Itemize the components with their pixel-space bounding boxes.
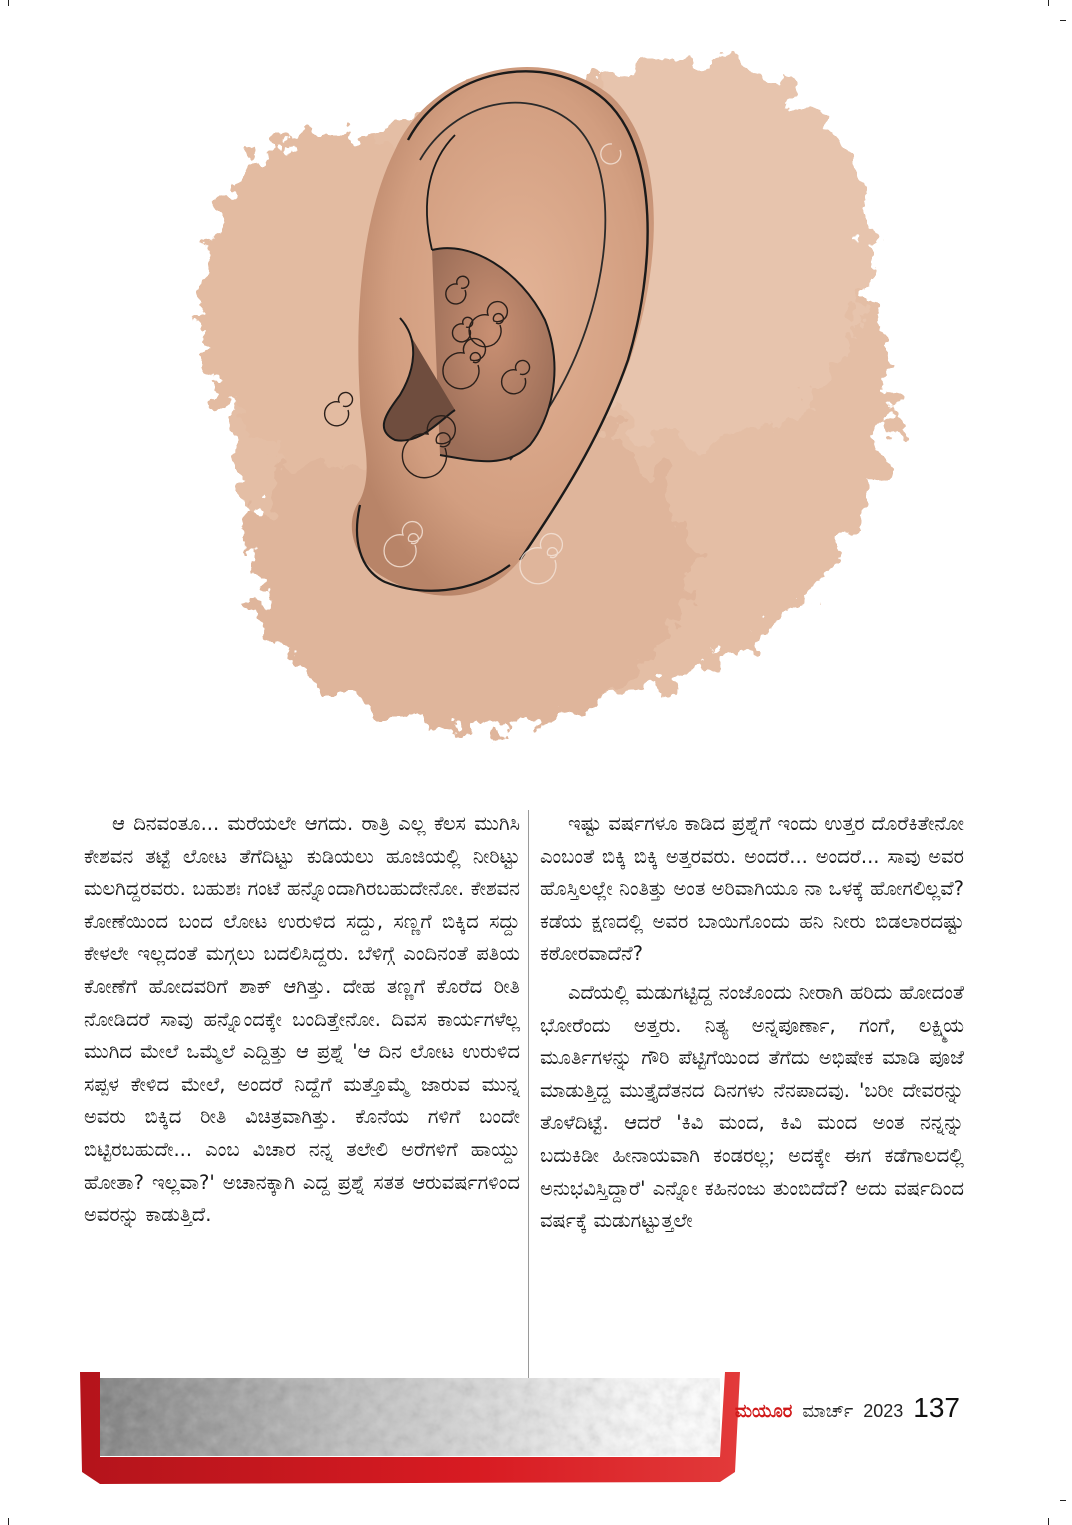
page-number: 137 <box>913 1392 960 1423</box>
column-divider <box>528 810 529 1395</box>
magazine-name: ಮಯೂರ <box>734 1401 793 1421</box>
page-folio <box>735 1392 960 1424</box>
article-column-left <box>84 808 520 1408</box>
crop-mark-bottom-right <box>1048 1518 1049 1525</box>
issue-month: ಮಾರ್ಚ್ <box>802 1401 854 1421</box>
footer-band <box>0 1372 1072 1492</box>
paragraph: ಎದೆಯಲ್ಲಿ ಮಡುಗಟ್ಟಿದ್ದ ನಂಜೊಂದು ನೀರಾಗಿ ಹರಿದು ಹೋದಂತೆ ಭೋರೆಂದು ಅತ್ತರು. ನಿತ್ಯ ಅನ್ನಪೂರ್ಣಾ, ಗಂಗೆ, ಲಕ್ಷ್ಮಿಯ ಮೂರ್ತಿಗಳನ್ನು ಗೌರಿ ಪೆಟ್ಟಿಗೆಯಿಂದ ತೆಗೆದು ಅಭಿಷೇಕ ಮಾಡಿ ಪೂಜೆ ಮಾಡುತ್ತಿದ್ದ ಮುತ್ತೈದೆತನದ ದಿನಗಳು ನೆನಪಾದವು. 'ಬರೀ ದೇವರನ್ನು ತೊಳೆದಿಟ್ಟೆ. ಆದರೆ 'ಕಿವಿ ಮಂದ, ಕಿವಿ ಮಂದ ಅಂತ ನನ್ನನ್ನು ಬದುಕಿಡೀ ಹೀನಾಯವಾಗಿ ಕಂಡರಲ್ಲ; ಅದಕ್ಕೇ ಈಗ ಕಡೆಗಾಲದಲ್ಲಿ ಅನುಭವಿಸ್ತಿದ್ದಾರೆ' ಎನ್ನೋ ಕಹಿನಂಜು ತುಂಬಿದೆದೆ? ಅದು ವರ್ಷದಿಂದ ವರ್ಷಕ್ಕೆ ಮಡುಗಟ್ಟುತ್ತಲೇ <box>540 980 964 1233</box>
crop-mark-right-lower <box>1060 1500 1066 1501</box>
crop-mark-bottom-left <box>8 1518 9 1525</box>
paragraph: ಇಷ್ಟು ವರ್ಷಗಳೂ ಕಾಡಿದ ಪ್ರಶ್ನೆಗೆ ಇಂದು ಉತ್ತರ ದೊರೆಕಿತೇನೋ ಎಂಬಂತೆ ಬಿಕ್ಕಿ ಬಿಕ್ಕಿ ಅತ್ತರವರು. ಅಂದರೆ... ಅಂದರೆ... ಸಾವು ಅವರ ಹೊಸ್ತಿಲಲ್ಲೇ ನಿಂತಿತ್ತು ಅಂತ ಅರಿವಾಗಿಯೂ ನಾ ಒಳಕ್ಕೆ ಹೋಗಲಿಲ್ಲವೆ? ಕಡೆಯ ಕ್ಷಣದಲ್ಲಿ ಅವರ ಬಾಯಿಗೊಂದು ಹನಿ ನೀರು ಬಿಡಲಾರದಷ್ಟು ಕಠೋರವಾದೆನೆ? <box>540 812 964 966</box>
issue-year: 2023 <box>863 1401 904 1421</box>
article-column-right <box>540 808 964 1408</box>
paragraph: ಆ ದಿನವಂತೂ... ಮರೆಯಲೇ ಆಗದು. ರಾತ್ರಿ ಎಲ್ಲ ಕೆಲಸ ಮುಗಿಸಿ ಕೇಶವನ ತಟ್ಟೆ ಲೋಟ ತೆಗೆದಿಟ್ಟು ಕುಡಿಯಲು ಹೂಜಿಯಲ್ಲಿ ನೀರಿಟ್ಟು ಮಲಗಿದ್ದರವರು. ಬಹುಶಃ ಗಂಟೆ ಹನ್ನೊಂದಾಗಿರಬಹುದೇನೋ. ಕೇಶವನ ಕೋಣೆಯಿಂದ ಬಂದ ಲೋಟ ಉರುಳಿದ ಸದ್ದು, ಸಣ್ಣಗೆ ಬಿಕ್ಕಿದ ಸದ್ದು ಕೇಳಲೇ ಇಲ್ಲದಂತೆ ಮಗ್ಗಲು ಬದಲಿಸಿದ್ದರು. ಬೆಳಿಗ್ಗೆ ಎಂದಿನಂತೆ ಪತಿಯ ಕೋಣೆಗೆ ಹೋದವರಿಗೆ ಶಾಕ್ ಆಗಿತ್ತು. ದೇಹ ತಣ್ಣಗೆ ಕೊರೆದ ರೀತಿ ನೋಡಿದರೆ ಸಾವು ಹನ್ನೊಂದಕ್ಕೇ ಬಂದಿತ್ತೇನೋ. ದಿವಸ ಕಾರ್ಯಗಳೆಲ್ಲ ಮುಗಿದ ಮೇಲೆ ಒಮ್ಮೆಲೆ ಎದ್ದಿತ್ತು ಆ ಪ್ರಶ್ನೆ 'ಆ ದಿನ ಲೋಟ ಉರುಳಿದ ಸಪ್ಪಳ ಕೇಳಿದ ಮೇಲೆ, ಅಂದರೆ ನಿದ್ದೆಗೆ ಮತ್ತೊಮ್ಮೆ ಜಾರುವ ಮುನ್ನ ಅವರು ಬಿಕ್ಕಿದ ರೀತಿ ವಿಚಿತ್ರವಾಗಿತ್ತು. ಕೊನೆಯ ಗಳಿಗೆ ಬಂದೇ ಬಿಟ್ಟಿರಬಹುದೇ... ಎಂಬ ವಿಚಾರ ನನ್ನ ತಲೇಲಿ ಅರೆಗಳಿಗೆ ಹಾಯ್ದು ಹೋತಾ? ಇಲ್ಲವಾ?' ಅಚಾನಕ್ಕಾಗಿ ಎದ್ದ ಪ್ರಶ್ನೆ ಸತತ ಆರುವರ್ಷಗಳಿಂದ ಅವರನ್ನು ಕಾಡುತ್ತಿದೆ. <box>84 812 520 1227</box>
